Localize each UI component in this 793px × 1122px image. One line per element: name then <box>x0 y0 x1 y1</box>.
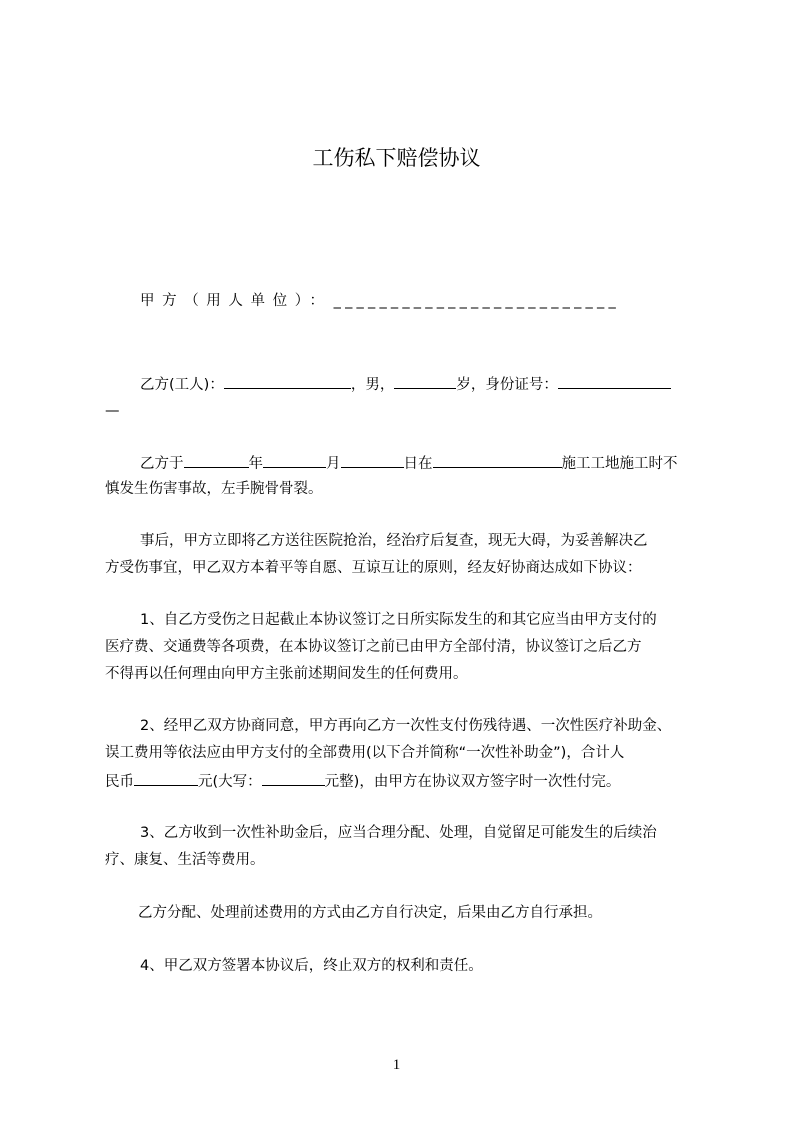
accident-line-2: 慎发生伤害事故，左手腕骨骨裂。 <box>105 481 323 497</box>
clause-1-line-1: 1、自乙方受伤之日起截止本协议签订之日所实际发生的和其它应当由甲方支付的 <box>140 612 657 628</box>
amount-suffix: 元整)，由甲方在协议双方签字时一次性付完。 <box>324 774 621 790</box>
accident-month-label: 月 <box>326 456 341 472</box>
accident-day-label: 日在 <box>403 456 433 472</box>
party-a-name-blank[interactable]: _________________________ <box>333 293 620 309</box>
page-number: 1 <box>392 1057 401 1073</box>
party-b-name-blank[interactable] <box>224 373 351 389</box>
clause-2-line-2: 误工费用等依法应由甲方支付的全部费用(以下合并简称“一次性补助金”)，合计人 <box>105 745 625 761</box>
accident-line-1 <box>140 452 678 474</box>
party-a-label: 甲方（用人单位）： <box>140 293 332 309</box>
party-b-trailing-mark: — <box>105 403 120 419</box>
amount-mid: 元(大写： <box>198 774 262 790</box>
clause-2-line-1: 2、经甲乙双方协商同意，甲方再向乙方一次性支付伤残待遇、一次性医疗补助金、 <box>140 718 672 734</box>
amount-words-blank[interactable] <box>262 770 325 786</box>
accident-year-blank[interactable] <box>184 452 249 468</box>
accident-site-blank[interactable] <box>433 452 562 468</box>
amount-figure-blank[interactable] <box>134 770 198 786</box>
clause-3-line-1: 3、乙方收到一次性补助金后，应当合理分配、处理，自觉留足可能发生的后续治 <box>140 825 657 841</box>
accident-year-label: 年 <box>248 456 263 472</box>
clause-1-line-2: 医疗费、交通费等各项费，在本协议签订之前已由甲方全部付清，协议签订之后乙方 <box>105 639 642 655</box>
intro-line-1: 事后，甲方立即将乙方送往医院抢治，经治疗后复查，现无大碍，为妥善解决乙 <box>140 533 648 549</box>
clause-4: 4、甲乙双方签署本协议后，终止双方的权利和责任。 <box>140 958 483 974</box>
accident-month-blank[interactable] <box>263 452 326 468</box>
clause-3-line-2: 疗、康复、生活等费用。 <box>105 852 265 868</box>
accident-site-suffix: 施工工地施工时不 <box>561 456 678 472</box>
party-b-id-blank[interactable] <box>558 373 671 389</box>
party-b-gender: ，男， <box>350 377 395 393</box>
intro-line-2: 方受伤事宜，甲乙双方本着平等自愿、互谅互让的原则，经友好协商达成如下协议： <box>105 560 642 576</box>
amount-prefix: 民币 <box>105 774 134 790</box>
party-b-line <box>140 373 671 395</box>
document-title: 工伤私下赔偿协议 <box>312 146 481 170</box>
party-b-line-continuation <box>105 401 120 421</box>
party-b-label: 乙方(工人)： <box>140 377 224 393</box>
clause-1-line-3: 不得再以任何理由向甲方主张前述期间发生的任何费用。 <box>105 666 468 682</box>
party-b-age-blank[interactable] <box>394 373 456 389</box>
clause-3-note: 乙方分配、处理前述费用的方式由乙方自行决定，后果由乙方自行承担。 <box>138 905 602 921</box>
party-a-line <box>140 291 620 311</box>
party-b-id-label: 岁，身份证号： <box>456 377 558 393</box>
accident-day-blank[interactable] <box>341 452 404 468</box>
accident-prefix: 乙方于 <box>140 456 184 472</box>
clause-2-line-3 <box>105 770 620 792</box>
